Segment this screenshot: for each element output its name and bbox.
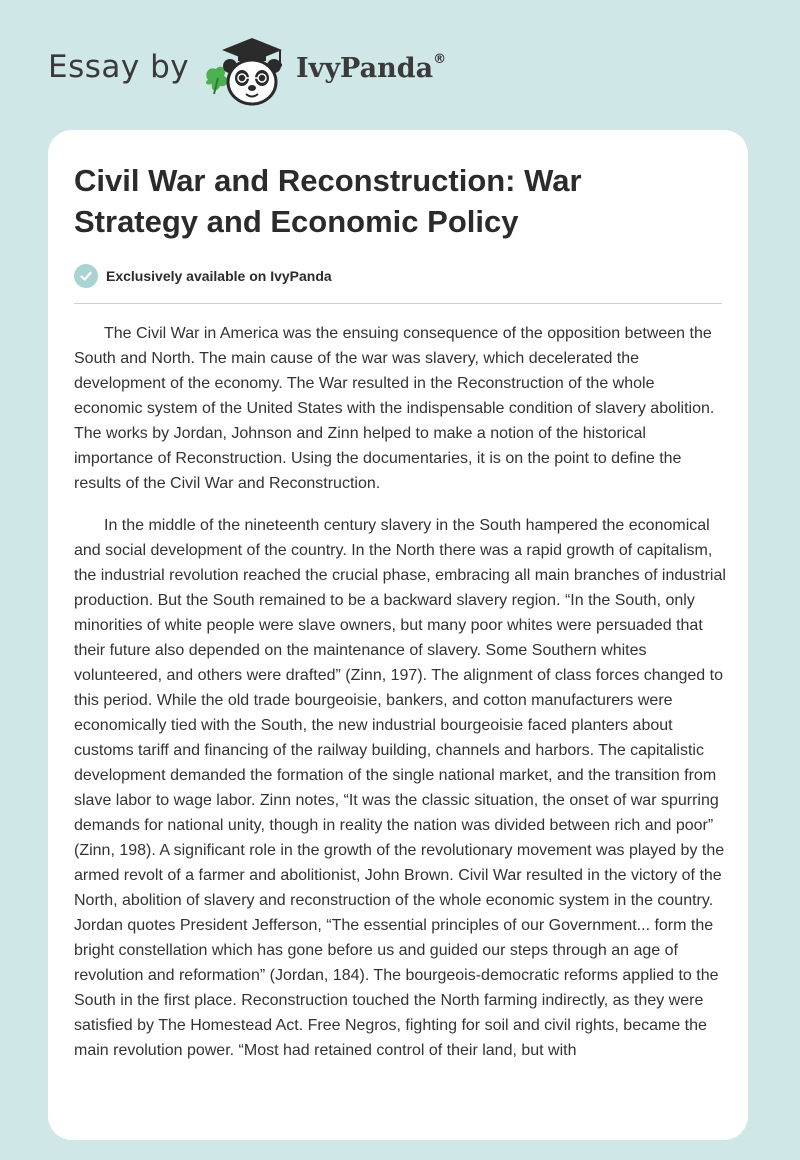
essay-paragraph: In the middle of the nineteenth century slavery in the South hampered the economical and social development of the country. In the North there was a rapid growth of capitalism, the industrial revolution reached the crucial phase, embracing all main branches of industrial production. But the South remained to be a backward slavery region. “In the South, only minorities of white people were slave owners, but many poor whites were persuaded that their future also depended on the maintenance of slavery. Some Southern whites volunteered, and others were drafted” (Zinn, 197). The alignment of class forces changed to this period. While the old trade bourgeoisie, bankers, and cotton manufacturers were economically tied with the South, the new industrial bourgeoisie faced planters about customs tariff and financing of the railway building, channels and harbors. The capitalistic development demanded the formation of the single national market, and the transition from slave labor to wage labor. Zinn notes, “It was the classic situation, the onset of war spurring demands for national unity, though in reality the nation was divided between rich and poor” (Zinn, 198). A significant role in the growth of the revolutionary movement was played by the armed revolt of a farmer and abolitionist, John Brown. Civil War resulted in the victory of the North, abolition of slavery and reconstruction of the whole economic system in the country. Jordan quotes President Jefferson, “The essential principles of our Government... form the bright constellation which has gone before us and guided our steps through an age of revolution and reformation” (Jordan, 184). The bourgeois-democratic reforms applied to the South in the first place. Reconstruction touched the North farming indirectly, as they were satisfied by The Homestead Act. Free Negros, fighting for soil and civil rights, became the main revolution power. “Most had retained control of their land, but with — [74, 517, 726, 1059]
brand-name-text: IvyPanda — [296, 53, 434, 84]
brand-name[interactable] — [296, 53, 446, 84]
ivy-leaf-icon — [206, 67, 228, 94]
exclusive-badge-label: Exclusively available on IvyPanda — [106, 268, 332, 284]
essay-card — [48, 130, 748, 1140]
registered-mark: ® — [433, 52, 447, 67]
check-circle-icon — [74, 264, 98, 288]
essay-body — [74, 321, 726, 1080]
exclusive-badge — [74, 263, 332, 289]
essay-by-label: Essay by — [48, 49, 190, 85]
panda-face-icon — [223, 59, 281, 104]
essay-paragraph: The Civil War in America was the ensuing consequence of the opposition between the South and North. The main cause of the war was slavery, which decelerated the development of the economy. The War resulted in the Reconstruction of the whole economic system of the United States with the indispensable condition of slavery abolition. The works by Jordan, Johnson and Zinn helped to make a notion of the historical importance of Reconstruction. Using the documentaries, it is on the point to define the results of the Civil War and Reconstruction. — [74, 325, 715, 492]
site-header — [0, 0, 800, 130]
page-title: Civil War and Reconstruction: War Strategy and Economic Policy — [74, 163, 582, 239]
panda-graduate-logo-icon[interactable] — [200, 36, 290, 108]
divider — [74, 303, 722, 304]
